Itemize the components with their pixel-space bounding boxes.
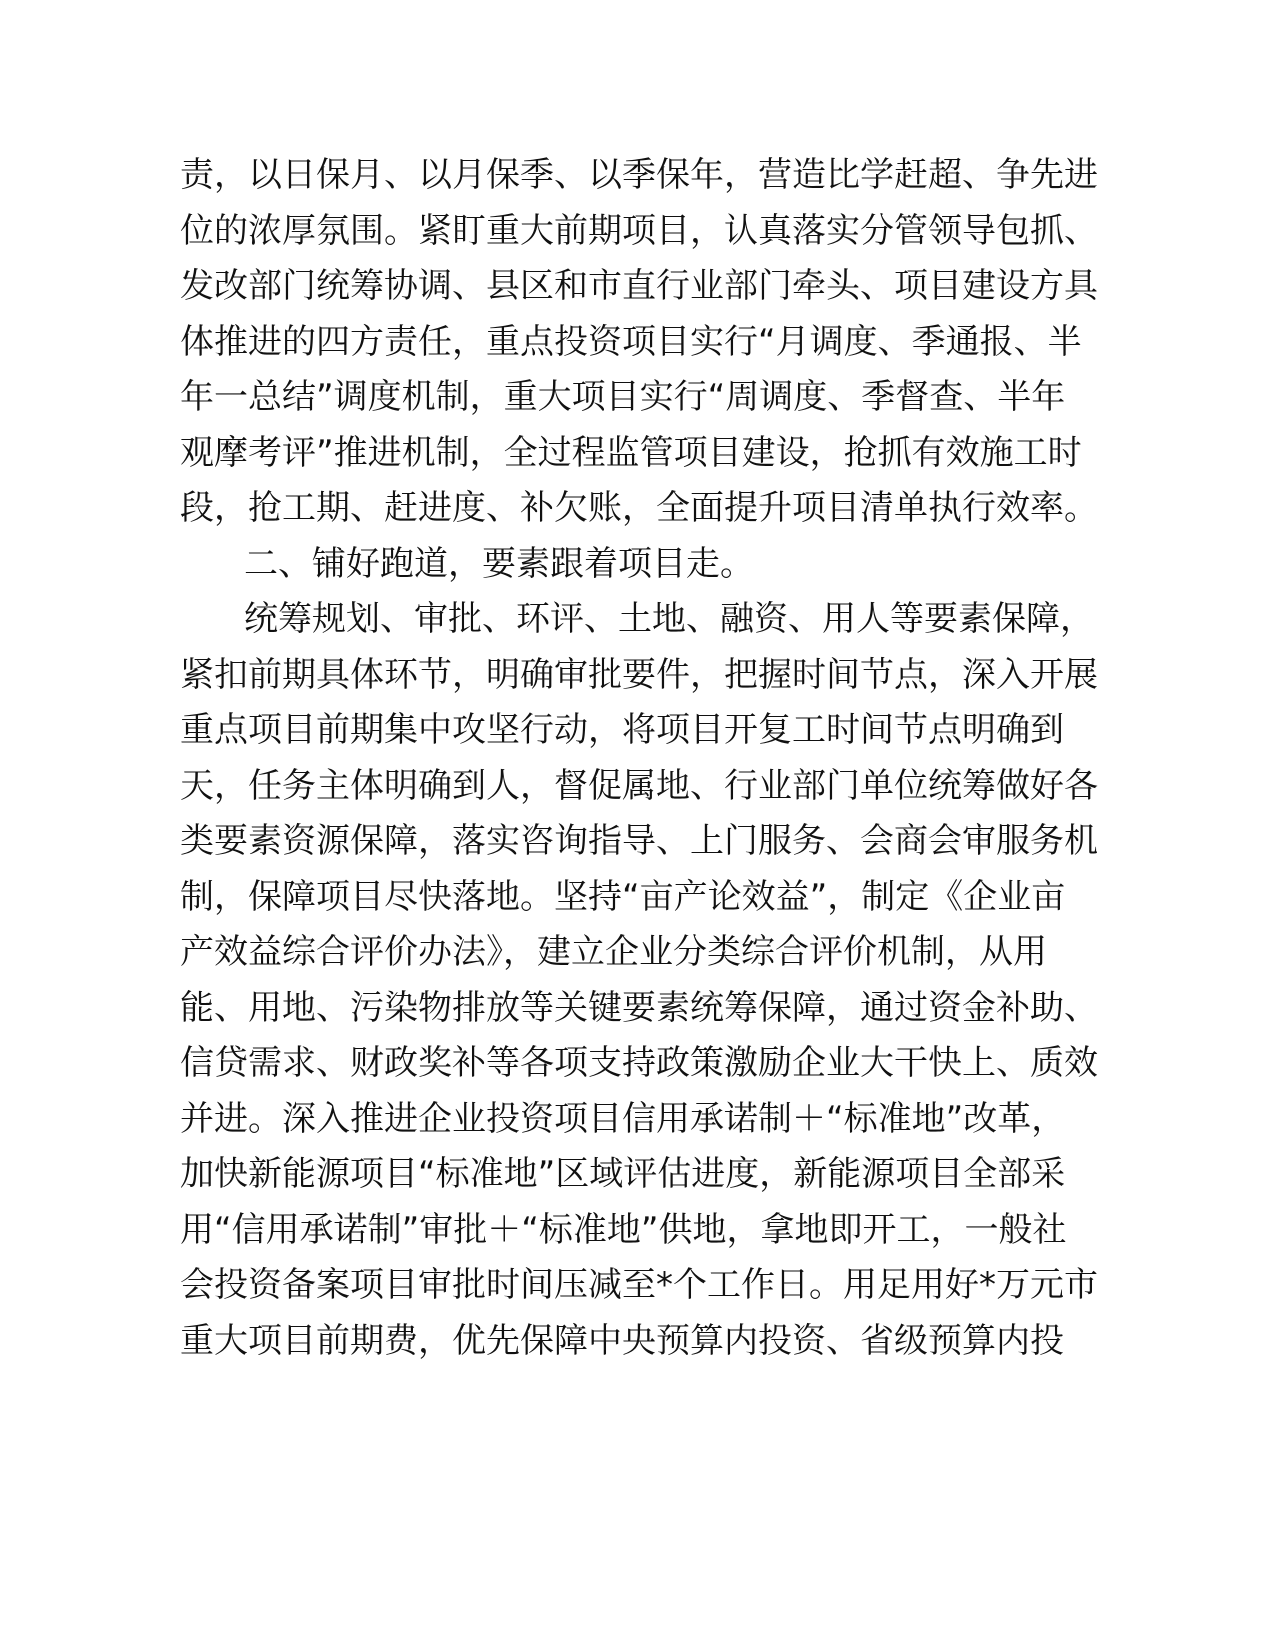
text-line: 信贷需求、财政奖补等各项支持政策激励企业大干快上、质效	[180, 1043, 1098, 1083]
text-line: 天，任务主体明确到人，督促属地、行业部门单位统筹做好各	[180, 765, 1098, 806]
document-body	[180, 148, 1098, 1369]
text-line: 位的浓厚氛围。紧盯重大前期项目，认真落实分管领导包抓、	[180, 210, 1098, 251]
text-line: 统筹规划、审批、环评、土地、融资、用人等要素保障，	[244, 599, 1094, 639]
text-line: 类要素资源保障，落实咨询指导、上门服务、会商会审服务机	[180, 821, 1098, 861]
text-line: 并进。深入推进企业投资项目信用承诺制＋“标准地”改革，	[180, 1098, 1066, 1139]
text-line: 体推进的四方责任，重点投资项目实行“月调度、季通报、半	[180, 321, 1082, 362]
text-line: 用“信用承诺制”审批＋“标准地”供地，拿地即开工，一般社	[180, 1209, 1067, 1250]
text-line: 能、用地、污染物排放等关键要素统筹保障，通过资金补助、	[180, 987, 1098, 1028]
text-line: 发改部门统筹协调、县区和市直行业部门牵头、项目建设方具	[180, 266, 1098, 306]
text-line: 段，抢工期、赶进度、补欠账，全面提升项目清单执行效率。	[180, 488, 1098, 528]
paragraph-2	[180, 592, 1098, 1369]
paragraph-1	[180, 148, 1098, 537]
text-line: 会投资备案项目审批时间压减至*个工作日。用足用好*万元市	[180, 1265, 1098, 1305]
text-line: 加快新能源项目“标准地”区域评估进度，新能源项目全部采	[180, 1154, 1066, 1194]
section-heading: 二、铺好跑道，要素跟着项目走。	[244, 543, 754, 584]
text-line: 重大项目前期费，优先保障中央预算内投资、省级预算内投	[180, 1320, 1064, 1361]
text-line: 观摩考评”推进机制，全过程监管项目建设，抢抓有效施工时	[180, 432, 1082, 473]
text-line: 重点项目前期集中攻坚行动，将项目开复工时间节点明确到	[180, 710, 1064, 750]
text-line: 责，以日保月、以月保季、以季保年，营造比学赶超、争先进	[180, 155, 1098, 195]
text-line: 产效益综合评价办法》，建立企业分类综合评价机制，从用	[180, 932, 1047, 972]
text-line: 制，保障项目尽快落地。坚持“亩产论效益”，制定《企业亩	[180, 876, 1066, 917]
text-line: 紧扣前期具体环节，明确审批要件，把握时间节点，深入开展	[180, 654, 1098, 695]
text-line: 年一总结”调度机制，重大项目实行“周调度、季督查、半年	[180, 377, 1066, 417]
